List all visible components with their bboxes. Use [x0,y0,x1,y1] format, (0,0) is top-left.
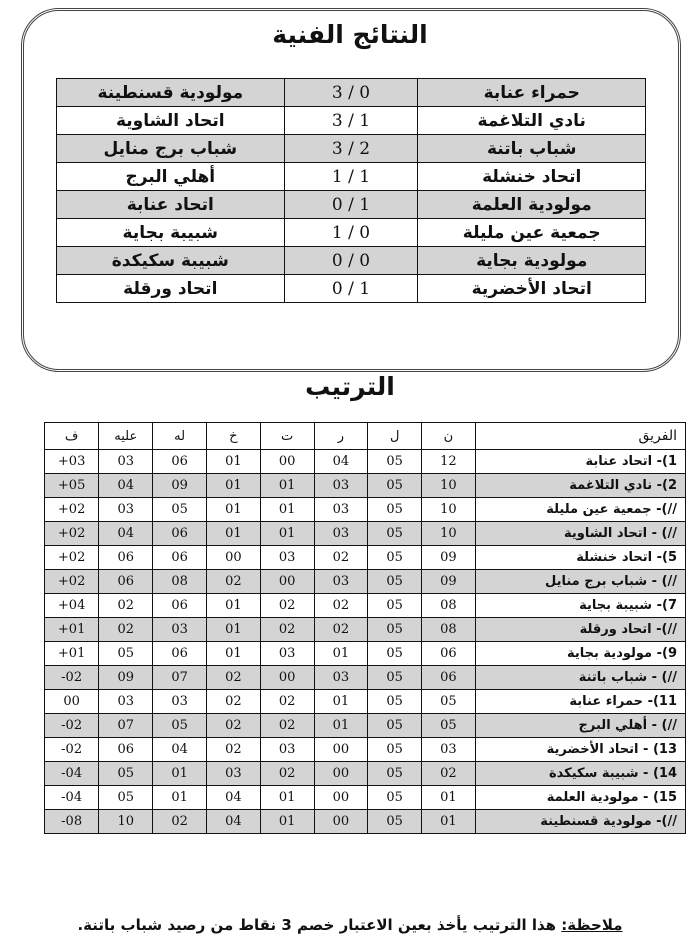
cell-team: 1)- اتحاد عنابة [475,450,685,474]
cell-goal-diff: 04- [45,762,99,786]
cell-won: 02 [314,546,368,570]
cell-lost: 02 [206,714,260,738]
header-team: الفريق [475,423,685,450]
standings-row [45,642,686,666]
cell-goals-against: 05 [99,786,153,810]
cell-goals-against: 03 [99,498,153,522]
cell-won: 01 [314,642,368,666]
cell-points: 08 [422,594,476,618]
cell-drawn: 03 [260,738,314,762]
cell-team: 2)- نادي التلاغمة [475,474,685,498]
cell-drawn: 01 [260,522,314,546]
away-team: اتحاد ورقلة [57,275,285,303]
cell-goal-diff: 02- [45,714,99,738]
cell-team: //) - أهلي البرج [475,714,685,738]
cell-won: 03 [314,666,368,690]
cell-drawn: 02 [260,714,314,738]
cell-goals-for: 07 [153,666,207,690]
cell-goals-for: 09 [153,474,207,498]
cell-lost: 01 [206,522,260,546]
match-row [57,219,646,247]
away-team: أهلي البرج [57,163,285,191]
match-score: 0 / 3 [284,79,418,107]
cell-played: 05 [368,690,422,714]
cell-goal-diff: 04- [45,786,99,810]
cell-played: 05 [368,666,422,690]
away-team: اتحاد الشاوية [57,107,285,135]
cell-drawn: 00 [260,450,314,474]
cell-played: 05 [368,546,422,570]
away-team: شبيبة بجاية [57,219,285,247]
standings-row [45,522,686,546]
away-team: اتحاد عنابة [57,191,285,219]
cell-won: 04 [314,450,368,474]
cell-goal-diff: 00 [45,690,99,714]
cell-played: 05 [368,786,422,810]
header-lost: خ [206,423,260,450]
cell-goals-for: 05 [153,714,207,738]
cell-drawn: 02 [260,594,314,618]
cell-won: 03 [314,570,368,594]
cell-goal-diff: 05+ [45,474,99,498]
cell-lost: 04 [206,786,260,810]
cell-drawn: 01 [260,474,314,498]
match-row [57,191,646,219]
home-team: نادي التلاغمة [418,107,646,135]
cell-played: 05 [368,498,422,522]
header-played: ل [368,423,422,450]
cell-goals-for: 06 [153,522,207,546]
standings-row [45,738,686,762]
standings-row [45,474,686,498]
cell-won: 02 [314,594,368,618]
standings-row [45,570,686,594]
cell-played: 05 [368,762,422,786]
cell-points: 01 [422,810,476,834]
cell-points: 01 [422,786,476,810]
match-row [57,79,646,107]
cell-played: 05 [368,450,422,474]
cell-points: 02 [422,762,476,786]
standings-body [45,450,686,834]
standings-row [45,786,686,810]
cell-played: 05 [368,714,422,738]
standings-row [45,762,686,786]
cell-lost: 02 [206,738,260,762]
cell-played: 05 [368,642,422,666]
cell-goals-against: 09 [99,666,153,690]
cell-team: //) - شباب باتنة [475,666,685,690]
cell-won: 00 [314,762,368,786]
cell-lost: 01 [206,594,260,618]
standings-row [45,498,686,522]
cell-drawn: 02 [260,618,314,642]
standings-table [44,422,686,834]
cell-goals-for: 06 [153,450,207,474]
cell-team: 9)- مولودية بجاية [475,642,685,666]
cell-team: //)- جمعية عين مليلة [475,498,685,522]
cell-played: 05 [368,474,422,498]
cell-goals-for: 04 [153,738,207,762]
cell-goals-against: 05 [99,642,153,666]
cell-goal-diff: 02- [45,666,99,690]
cell-lost: 01 [206,642,260,666]
cell-team: 15) - مولودية العلمة [475,786,685,810]
header-goal-diff: ف [45,423,99,450]
standings-header-row [45,423,686,450]
cell-points: 10 [422,522,476,546]
header-points: ن [422,423,476,450]
cell-won: 01 [314,714,368,738]
cell-team: 13) - اتحاد الأخضرية [475,738,685,762]
cell-drawn: 03 [260,642,314,666]
cell-drawn: 01 [260,810,314,834]
cell-goals-for: 06 [153,642,207,666]
match-score: 1 / 0 [284,275,418,303]
cell-goal-diff: 08- [45,810,99,834]
cell-goal-diff: 04+ [45,594,99,618]
cell-goals-against: 04 [99,522,153,546]
match-row [57,275,646,303]
cell-played: 05 [368,522,422,546]
results-title: النتائج الفنية [272,20,428,49]
cell-goals-against: 10 [99,810,153,834]
home-team: اتحاد خنشلة [418,163,646,191]
cell-goals-against: 07 [99,714,153,738]
cell-team: 11)- حمراء عنابة [475,690,685,714]
cell-drawn: 02 [260,690,314,714]
cell-goals-against: 04 [99,474,153,498]
match-score: 1 / 3 [284,107,418,135]
cell-goals-for: 08 [153,570,207,594]
cell-goals-against: 06 [99,570,153,594]
standings-row [45,594,686,618]
note [0,916,700,934]
cell-goals-for: 02 [153,810,207,834]
cell-won: 03 [314,498,368,522]
home-team: جمعية عين مليلة [418,219,646,247]
cell-lost: 01 [206,618,260,642]
cell-team: //)- اتحاد ورقلة [475,618,685,642]
match-score: 1 / 0 [284,191,418,219]
cell-points: 09 [422,546,476,570]
cell-goal-diff: 02+ [45,570,99,594]
cell-lost: 01 [206,450,260,474]
header-drawn: ت [260,423,314,450]
note-text: هذا الترتيب يأخذ بعين الاعتبار خصم 3 نقاط من رصيد شباب باتنة. [77,916,562,934]
cell-played: 05 [368,594,422,618]
cell-goal-diff: 03+ [45,450,99,474]
cell-drawn: 00 [260,570,314,594]
away-team: مولودية قسنطينة [57,79,285,107]
cell-drawn: 01 [260,786,314,810]
standings-row [45,690,686,714]
cell-points: 12 [422,450,476,474]
home-team: مولودية بجاية [418,247,646,275]
cell-won: 00 [314,738,368,762]
cell-drawn: 03 [260,546,314,570]
cell-lost: 02 [206,690,260,714]
cell-goal-diff: 02+ [45,498,99,522]
cell-drawn: 02 [260,762,314,786]
standings-row [45,618,686,642]
cell-lost: 02 [206,570,260,594]
cell-lost: 00 [206,546,260,570]
cell-played: 05 [368,810,422,834]
cell-goals-for: 06 [153,546,207,570]
match-score: 0 / 0 [284,247,418,275]
match-score: 2 / 3 [284,135,418,163]
header-won: ر [314,423,368,450]
home-team: مولودية العلمة [418,191,646,219]
cell-drawn: 00 [260,666,314,690]
match-row [57,107,646,135]
cell-goals-against: 02 [99,594,153,618]
cell-team: 14) - شبيبة سكيكدة [475,762,685,786]
results-table [56,78,646,303]
cell-lost: 04 [206,810,260,834]
cell-team: 7)- شبيبة بجاية [475,594,685,618]
standings-row [45,810,686,834]
standings-row [45,450,686,474]
cell-won: 01 [314,690,368,714]
cell-goals-against: 02 [99,618,153,642]
standings-row [45,714,686,738]
cell-goals-for: 03 [153,618,207,642]
cell-goal-diff: 02+ [45,546,99,570]
cell-won: 00 [314,810,368,834]
match-score: 0 / 1 [284,219,418,247]
cell-points: 06 [422,666,476,690]
home-team: شباب باتنة [418,135,646,163]
cell-goals-for: 06 [153,594,207,618]
match-row [57,135,646,163]
cell-points: 09 [422,570,476,594]
cell-points: 03 [422,738,476,762]
cell-played: 05 [368,618,422,642]
cell-goal-diff: 02- [45,738,99,762]
cell-points: 10 [422,474,476,498]
cell-won: 00 [314,786,368,810]
cell-won: 03 [314,522,368,546]
cell-lost: 02 [206,666,260,690]
standings-row [45,546,686,570]
away-team: شباب برج منايل [57,135,285,163]
cell-points: 08 [422,618,476,642]
header-goals-against: عليه [99,423,153,450]
cell-goal-diff: 02+ [45,522,99,546]
cell-goals-against: 03 [99,450,153,474]
cell-lost: 03 [206,762,260,786]
home-team: اتحاد الأخضرية [418,275,646,303]
cell-goals-for: 01 [153,762,207,786]
cell-goals-against: 06 [99,546,153,570]
header-goals-for: له [153,423,207,450]
cell-team: //) - اتحاد الشاوية [475,522,685,546]
match-score: 1 / 1 [284,163,418,191]
cell-team: //)- مولودية قسنطينة [475,810,685,834]
standings-title: الترتيب [305,372,395,401]
note-label: ملاحظة: [561,916,623,934]
cell-team: //) - شباب برج منايل [475,570,685,594]
cell-won: 02 [314,618,368,642]
cell-won: 03 [314,474,368,498]
cell-goals-against: 05 [99,762,153,786]
cell-team: 5)- اتحاد خنشلة [475,546,685,570]
cell-goal-diff: 01+ [45,642,99,666]
cell-goals-against: 06 [99,738,153,762]
cell-drawn: 01 [260,498,314,522]
cell-points: 05 [422,714,476,738]
away-team: شبيبة سكيكدة [57,247,285,275]
cell-goal-diff: 01+ [45,618,99,642]
cell-played: 05 [368,738,422,762]
match-row [57,247,646,275]
cell-lost: 01 [206,498,260,522]
cell-goals-for: 01 [153,786,207,810]
cell-goals-for: 05 [153,498,207,522]
cell-lost: 01 [206,474,260,498]
cell-goals-for: 03 [153,690,207,714]
cell-played: 05 [368,570,422,594]
standings-row [45,666,686,690]
cell-points: 10 [422,498,476,522]
match-row [57,163,646,191]
cell-goals-against: 03 [99,690,153,714]
cell-points: 06 [422,642,476,666]
cell-points: 05 [422,690,476,714]
home-team: حمراء عنابة [418,79,646,107]
